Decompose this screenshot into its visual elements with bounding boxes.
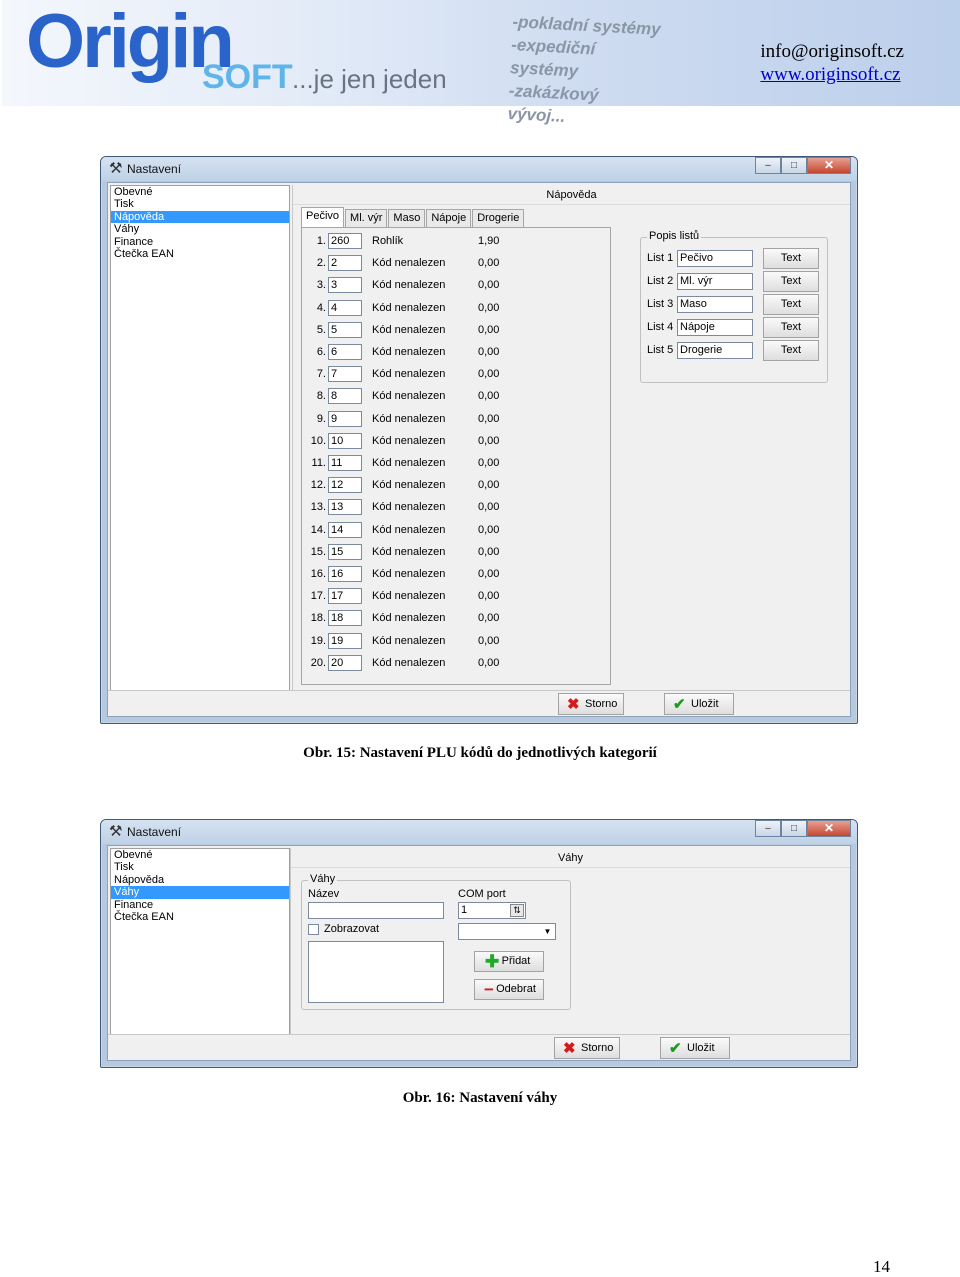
plu-code-input[interactable]: 5: [328, 322, 362, 338]
plu-row: [302, 344, 602, 360]
panel-title: Nápověda: [293, 185, 850, 205]
plu-row: [302, 277, 602, 293]
settings-window-plu: [100, 156, 858, 724]
sheet-name-input[interactable]: Nápoje: [677, 319, 753, 336]
sheet-names-group: [640, 230, 828, 383]
sheet-name-input[interactable]: Ml. výr: [677, 273, 753, 290]
settings-category-item[interactable]: Finance: [114, 898, 154, 911]
group-title: Váhy: [310, 873, 336, 885]
sheet-text-button[interactable]: Text: [763, 248, 819, 269]
plu-row: [302, 322, 602, 338]
sheet-text-button[interactable]: Text: [763, 317, 819, 338]
plu-code-input[interactable]: 6: [328, 344, 362, 360]
plu-row: [302, 633, 602, 649]
bottom-bar: [108, 1034, 850, 1060]
row-number: 15.: [310, 545, 326, 558]
header-banner: [2, 0, 960, 127]
window-titlebar[interactable]: [101, 820, 857, 844]
contact-block: [760, 40, 904, 86]
chevron-down-icon[interactable]: ▼: [543, 927, 552, 936]
scales-panel: [290, 848, 850, 1034]
logo-tagline: ...je jen jeden: [292, 64, 447, 94]
product-name: Kód nenalezen: [372, 390, 446, 403]
category-tabs: [301, 209, 525, 227]
cancel-button[interactable]: [558, 693, 624, 715]
plu-code-input[interactable]: 12: [328, 477, 362, 493]
show-checkbox[interactable]: [308, 924, 319, 935]
product-name: Kód nenalezen: [372, 523, 446, 536]
settings-window-scales: [100, 819, 858, 1068]
plu-table: [301, 227, 611, 685]
plus-icon: ✚: [485, 952, 500, 971]
slogan-line: -pokladní systémy: [512, 12, 662, 39]
sheet-text-button[interactable]: Text: [763, 271, 819, 292]
plu-code-input[interactable]: 20: [328, 655, 362, 671]
com-port-value: 1: [461, 904, 468, 916]
category-tab[interactable]: Drogerie: [472, 209, 524, 227]
plu-code-input[interactable]: 14: [328, 522, 362, 538]
name-input[interactable]: [308, 902, 444, 919]
product-name: Kód nenalezen: [372, 501, 446, 514]
window-client: [107, 845, 851, 1061]
product-name: Kód nenalezen: [372, 301, 446, 314]
minimize-button[interactable]: –: [755, 820, 781, 837]
row-number: 19.: [310, 634, 326, 647]
row-number: 8.: [316, 390, 326, 403]
figure-caption-15: Obr. 15: Nastavení PLU kódů do jednotlivých kategorií: [303, 745, 657, 761]
settings-category-item[interactable]: Obevné: [114, 849, 153, 861]
product-price: 0,00: [478, 279, 500, 292]
plu-code-input[interactable]: 15: [328, 544, 362, 560]
plu-code-input[interactable]: 4: [328, 300, 362, 316]
plu-row: [302, 366, 602, 382]
sheet-label: List 5: [647, 344, 674, 356]
plu-code-input[interactable]: 10: [328, 433, 362, 449]
cross-icon: ✖: [563, 1040, 576, 1057]
scales-list[interactable]: [308, 941, 444, 1003]
settings-category-item[interactable]: Tisk: [114, 861, 134, 874]
product-name: Kód nenalezen: [372, 568, 446, 580]
plu-row: [302, 233, 602, 249]
remove-scale-button[interactable]: [474, 979, 544, 1000]
plu-row: [302, 388, 602, 404]
plu-code-input[interactable]: 2: [328, 255, 362, 271]
settings-category-item[interactable]: Nápověda: [114, 873, 165, 886]
settings-category-item[interactable]: Váhy: [114, 223, 140, 236]
name-label: Název: [308, 888, 340, 900]
product-price: 0,00: [478, 568, 500, 580]
window-title: Nastavení: [127, 162, 182, 176]
close-button[interactable]: ✕: [807, 157, 851, 174]
plu-code-input[interactable]: 19: [328, 633, 362, 649]
product-price: 0,00: [478, 390, 500, 403]
plu-row: [302, 477, 602, 493]
settings-category-item[interactable]: Obevné: [114, 186, 153, 198]
plu-code-input[interactable]: 13: [328, 499, 362, 515]
row-number: 18.: [310, 612, 326, 625]
slogan-line: -expediční systémy: [509, 35, 596, 81]
plu-code-input[interactable]: 18: [328, 610, 362, 626]
slogan-line: -zakázkový vývoj...: [507, 81, 600, 127]
category-tab[interactable]: Maso: [388, 209, 425, 227]
sheet-name-input[interactable]: Pečivo: [677, 250, 753, 267]
plu-row: [302, 455, 602, 471]
settings-category-item[interactable]: Finance: [114, 235, 154, 248]
plu-row: [302, 499, 602, 515]
product-price: 0,00: [478, 368, 500, 381]
plu-row: [302, 610, 602, 626]
checkmark-icon: ✔: [669, 1040, 682, 1057]
sheet-name-input[interactable]: Maso: [677, 296, 753, 313]
logo-sub: SOFT: [202, 58, 293, 96]
row-number: 13.: [310, 501, 326, 514]
cancel-button[interactable]: [554, 1037, 620, 1059]
product-name: Kód nenalezen: [372, 368, 446, 381]
sheet-label: List 3: [647, 298, 674, 310]
add-scale-button[interactable]: [474, 951, 544, 972]
row-number: 7.: [316, 368, 326, 381]
row-number: 6.: [316, 346, 326, 358]
plu-code-input[interactable]: 3: [328, 277, 362, 293]
product-name: Kód nenalezen: [372, 434, 446, 447]
product-price: 0,00: [478, 257, 500, 270]
row-number: 14.: [310, 523, 326, 536]
settings-category-item[interactable]: Čtečka EAN: [114, 247, 174, 260]
row-number: 17.: [310, 590, 326, 603]
com-port-label: COM port: [458, 888, 506, 900]
remove-label: Odebrat: [496, 983, 536, 995]
plu-code-input[interactable]: 11: [328, 455, 362, 471]
contact-email: info@originsoft.cz: [760, 41, 904, 62]
product-price: 0,00: [478, 612, 500, 625]
com-port-stepper[interactable]: [458, 902, 526, 919]
plu-code-input[interactable]: 7: [328, 366, 362, 382]
wrench-icon: ⚒: [109, 160, 123, 177]
group-title: Popis listů: [649, 230, 700, 242]
product-name: Kód nenalezen: [372, 590, 446, 603]
spin-arrows-icon[interactable]: ⇅: [510, 904, 524, 917]
plu-row: [302, 566, 602, 582]
product-name: Kód nenalezen: [372, 612, 446, 625]
close-button[interactable]: ✕: [807, 820, 851, 837]
add-label: Přidat: [501, 955, 531, 967]
row-number: 2.: [316, 257, 326, 270]
plu-row: [302, 522, 602, 538]
category-tab[interactable]: Nápoje: [426, 209, 471, 227]
row-number: 5.: [316, 323, 326, 336]
row-number: 20.: [310, 656, 326, 669]
product-name: Kód nenalezen: [372, 479, 446, 492]
slogans: [507, 10, 663, 133]
product-name: Kód nenalezen: [372, 412, 446, 425]
plu-code-input[interactable]: 16: [328, 566, 362, 582]
product-price: 1,90: [478, 235, 500, 247]
product-price: 0,00: [478, 457, 500, 469]
window-client: [107, 182, 851, 717]
plu-row: [302, 433, 602, 449]
save-button[interactable]: [660, 1037, 730, 1059]
product-price: 0,00: [478, 590, 500, 603]
row-number: 12.: [310, 479, 326, 492]
cancel-label: Storno: [585, 698, 618, 710]
plu-row: [302, 300, 602, 316]
settings-category-item[interactable]: Tisk: [114, 198, 134, 211]
port-select[interactable]: [458, 923, 556, 940]
product-name: Kód nenalezen: [372, 634, 446, 647]
plu-row: [302, 255, 602, 271]
product-name: Kód nenalezen: [372, 257, 446, 270]
plu-row: [302, 588, 602, 604]
product-name: Kód nenalezen: [372, 346, 446, 358]
product-price: 0,00: [478, 346, 500, 358]
row-number: 1.: [316, 235, 326, 247]
settings-category-item[interactable]: Nápověda: [111, 211, 289, 223]
product-price: 0,00: [478, 412, 500, 425]
help-panel: [292, 185, 850, 690]
wrench-icon: ⚒: [109, 823, 123, 840]
category-tab[interactable]: Ml. výr: [345, 209, 387, 227]
settings-category-list: [110, 185, 290, 692]
category-tab[interactable]: Pečivo: [301, 207, 344, 227]
maximize-button[interactable]: □: [781, 157, 807, 174]
figure-caption-16: Obr. 16: Nastavení váhy: [402, 1090, 558, 1106]
product-price: 0,00: [478, 656, 500, 669]
show-label: Zobrazovat: [324, 923, 380, 935]
maximize-button[interactable]: □: [781, 820, 807, 837]
minus-icon: −: [484, 980, 494, 999]
cancel-label: Storno: [581, 1042, 614, 1054]
product-price: 0,00: [478, 523, 500, 536]
product-price: 0,00: [478, 301, 500, 314]
save-label: Uložit: [691, 698, 719, 710]
plu-code-input[interactable]: 8: [328, 388, 362, 404]
product-name: Kód nenalezen: [372, 323, 446, 336]
checkmark-icon: ✔: [673, 696, 686, 713]
sheet-label: List 2: [647, 275, 674, 287]
row-number: 10.: [310, 434, 326, 447]
product-name: Kód nenalezen: [372, 545, 446, 558]
product-price: 0,00: [478, 434, 500, 447]
sheet-text-button[interactable]: Text: [763, 294, 819, 315]
plu-code-input[interactable]: 17: [328, 588, 362, 604]
plu-row: [302, 655, 602, 671]
product-price: 0,00: [478, 323, 500, 336]
save-label: Uložit: [687, 1042, 715, 1054]
scales-group: [301, 873, 571, 1010]
settings-category-item[interactable]: Čtečka EAN: [114, 910, 174, 923]
cross-icon: ✖: [567, 696, 580, 713]
product-name: Kód nenalezen: [372, 457, 446, 469]
product-price: 0,00: [478, 634, 500, 647]
plu-row: [302, 544, 602, 560]
sheet-text-button[interactable]: Text: [763, 340, 819, 361]
row-number: 4.: [316, 301, 326, 314]
window-controls: [755, 820, 851, 837]
sheet-label: List 4: [647, 321, 674, 333]
window-title: Nastavení: [127, 825, 182, 839]
sheet-name-input[interactable]: Drogerie: [677, 342, 753, 359]
product-name: Rohlík: [372, 235, 404, 247]
plu-code-input[interactable]: 9: [328, 411, 362, 427]
minimize-button[interactable]: –: [755, 157, 781, 174]
contact-website-link[interactable]: www.originsoft.cz: [760, 64, 901, 85]
panel-title: Váhy: [291, 848, 850, 868]
product-price: 0,00: [478, 501, 500, 514]
company-logo: Origin: [26, 0, 232, 84]
product-name: Kód nenalezen: [372, 656, 446, 669]
row-number: 11.: [311, 457, 326, 469]
row-number: 16.: [310, 568, 326, 580]
bottom-bar: [108, 690, 850, 716]
row-number: 9.: [316, 412, 326, 425]
product-price: 0,00: [478, 479, 500, 492]
product-name: Kód nenalezen: [372, 279, 446, 292]
plu-row: [302, 411, 602, 427]
settings-category-item[interactable]: Váhy: [111, 886, 289, 898]
row-number: 3.: [316, 279, 326, 292]
settings-category-list: [110, 848, 290, 1036]
sheet-label: List 1: [647, 252, 674, 264]
plu-code-input[interactable]: 260: [328, 233, 362, 249]
window-titlebar[interactable]: [101, 157, 857, 181]
product-price: 0,00: [478, 545, 500, 558]
page-number: 14: [873, 1257, 890, 1276]
window-controls: [755, 157, 851, 174]
save-button[interactable]: [664, 693, 734, 715]
